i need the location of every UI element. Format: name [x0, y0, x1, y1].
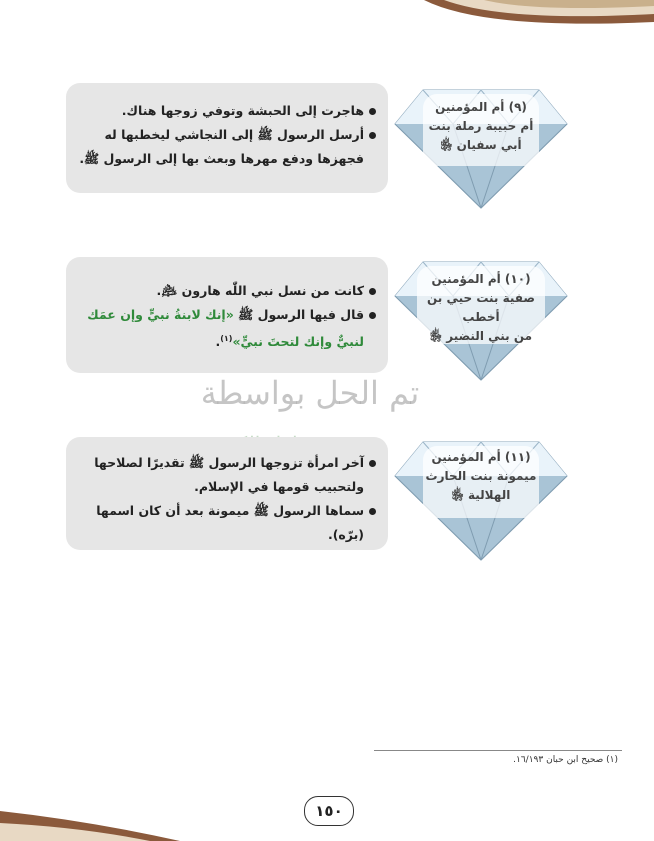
bullet-item: هاجرت إلى الحبشة وتوفي زوجها هناك.	[76, 99, 376, 123]
gem-label-line: (٩) أم المؤمنين	[435, 100, 527, 114]
entry-umm-habiba	[0, 80, 654, 210]
bullet-text: قال فيها الرسول ﷺ	[238, 307, 364, 322]
info-box	[66, 257, 388, 373]
info-box	[66, 437, 388, 550]
gem-label	[413, 270, 549, 346]
diamond-badge	[393, 80, 569, 210]
info-box	[66, 83, 388, 193]
entry-maymuna	[0, 432, 654, 562]
gem-label-line: صفية بنت حيي بن أخطب	[426, 291, 536, 324]
hadith-quote: «إنك لابنةُ نبيٍّ وإن عمَك لنبيٌّ وإنك لتحتَ نبيٍّ»	[87, 307, 364, 350]
gem-label-line: أبي سفيان ﵂	[440, 138, 522, 152]
gem-label-line: (١١) أم المؤمنين	[431, 450, 531, 464]
footnote-divider	[374, 750, 622, 751]
watermark-line-1: تم الحل بواسطة	[200, 374, 420, 412]
bullet-item: سماها الرسول ﷺ ميمونة بعد أن كان اسمها (برّه).	[76, 499, 376, 547]
gem-label	[421, 448, 541, 505]
corner-ornament-bottom	[0, 791, 180, 841]
footnote-ref: (١)	[220, 334, 233, 343]
gem-label-line: الهلالية ﵂	[451, 488, 511, 502]
bullet-item: آخر امرأة تزوجها الرسول ﷺ تقديرًا لصلاحها ولتحبيب قومها في الإسلام.	[76, 451, 376, 499]
gem-label-line: من بني النضير ﵂	[429, 329, 533, 343]
bullet-item: كانت من نسل نبي اللّٰه هارون ﵇.	[76, 279, 376, 303]
page-number: ١٥٠	[304, 796, 354, 826]
diamond-badge	[393, 432, 569, 562]
entry-safiyya	[0, 252, 654, 382]
gem-label-line: أم حبيبة رملة بنت	[428, 119, 534, 133]
corner-ornament-top	[424, 0, 654, 38]
diamond-badge	[393, 252, 569, 382]
gem-label-line: ميمونة بنت الحارث	[425, 469, 537, 483]
bullet-item: أرسل الرسول ﷺ إلى النجاشي ليخطبها له فجهزها ودفع مهرها وبعث بها إلى الرسول ﷺ.	[76, 123, 376, 171]
bullet-item: قال فيها الرسول ﷺ «إنك لابنةُ نبيٍّ وإن عمَك لنبيٌّ وإنك لتحتَ نبيٍّ»$^{(١)}$.	[76, 303, 376, 354]
gem-label	[421, 98, 541, 155]
footnote: (١) صحيح ابن حبان ١٦/١٩٣.	[513, 755, 618, 765]
gem-label-line: (١٠) أم المؤمنين	[431, 272, 531, 286]
